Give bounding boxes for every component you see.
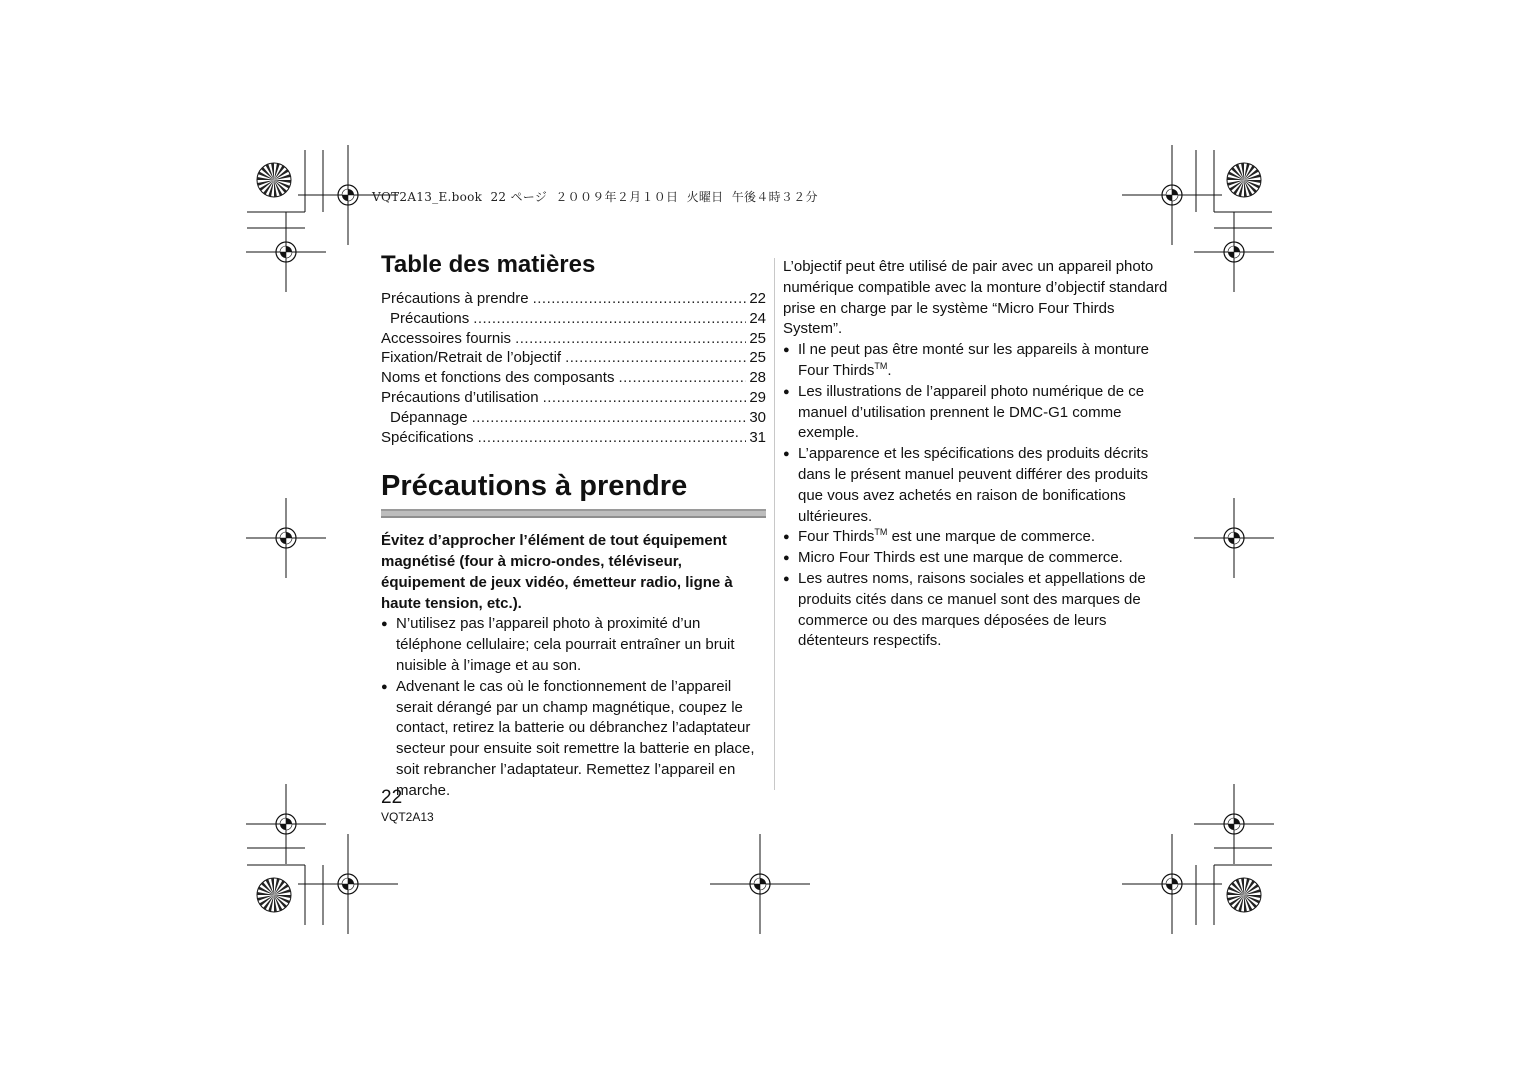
section-bullets (381, 614, 766, 801)
section-title: Précautions à prendre (381, 470, 688, 503)
toc-entry-label: Spécifications (381, 428, 474, 446)
toc-entry-page: 28 (749, 369, 766, 387)
registration-mark-icon (1194, 784, 1274, 864)
page-number: 22 (381, 787, 403, 808)
intro-paragraph: L’objectif peut être utilisé de pair avec un appareil photo numérique compatible avec la monture d’objectif standard prise en charge par le système “Micro Four Thirds System”. (783, 258, 1168, 338)
registration-mark-icon (246, 784, 326, 864)
toc-list (381, 289, 766, 447)
toc-entry-page: 22 (749, 290, 766, 307)
star-target-icon (257, 878, 291, 912)
toc-leader-dots (618, 368, 746, 388)
toc-entry (381, 289, 766, 309)
registration-mark-icon (298, 834, 398, 934)
toc-entry-label: Précautions (390, 309, 470, 327)
right-bullets (783, 340, 1168, 652)
list-item: ● Advenant le cas où le fonctionnement de l’appareil serait dérangé par un champ magnétique, coupez le contact, retirez la batterie ou débranchez l’adaptateur secteur pour ensuite soit remettre la batterie en place, soit rebrancher l’adaptateur. Remettez l’appareil en marche. (381, 677, 766, 802)
toc-entry (381, 329, 766, 349)
left-column (381, 250, 766, 802)
list-item-text: Four Thirds (798, 528, 875, 546)
toc-entry-page: 25 (749, 349, 766, 367)
toc-leader-dots (533, 289, 747, 309)
toc-leader-dots (473, 309, 746, 329)
toc-leader-dots (565, 348, 746, 368)
toc-entry-page: 31 (749, 428, 766, 446)
list-item (783, 527, 1168, 548)
toc-leader-dots (472, 408, 747, 428)
right-column (783, 257, 1168, 652)
toc-entry (381, 309, 766, 329)
toc-title: Table des matières (381, 251, 596, 278)
section-lead: Évitez d’approcher l’élément de tout équipement magnétisé (four à micro-ondes, téléviseur, équipement de jeux vidéo, émetteur radio, ligne à haute tension, etc.). (381, 532, 733, 613)
toc-leader-dots (478, 428, 747, 448)
registration-mark-icon (1194, 498, 1274, 578)
toc-entry-label: Dépannage (390, 408, 468, 426)
toc-entry-label: Précautions à prendre (381, 290, 529, 307)
registration-mark-icon (710, 834, 810, 934)
print-header: VQT2A13_E.book 22 ページ ２００９年２月１０日 火曜日 午後４時３２分 (372, 190, 818, 204)
list-item: ● Les illustrations de l’appareil photo numérique de ce manuel d’utilisation prennent le DMC-G1 comme exemple. (783, 382, 1168, 444)
toc-entry-label: Fixation/Retrait de l’objectif (381, 349, 562, 367)
document-id: VQT2A13 (381, 810, 434, 824)
registration-mark-icon (1122, 145, 1222, 245)
list-item: ● Micro Four Thirds est une marque de commerce. (783, 548, 1168, 569)
trademark-symbol: TM (874, 527, 888, 538)
title-rule (381, 509, 766, 518)
toc-entry (381, 348, 766, 368)
star-target-icon (1227, 878, 1261, 912)
list-item: ● L’apparence et les spécifications des produits décrits dans le présent manuel peuvent différer des produits que vous avez achetés en raison de bonifications ultérieures. (783, 444, 1168, 527)
toc-entry-label: Accessoires fournis (381, 329, 512, 347)
list-item (783, 340, 1168, 382)
toc-entry (381, 368, 766, 388)
toc-entry-page: 25 (749, 329, 766, 347)
list-item: ● Les autres noms, raisons sociales et appellations de produits cités dans ce manuel sont des marques de commerce ou des marques déposées de leurs détenteurs respectifs. (783, 569, 1168, 652)
column-divider (774, 258, 775, 790)
toc-leader-dots (515, 329, 746, 349)
toc-entry (381, 388, 766, 408)
registration-mark-icon (246, 212, 326, 292)
toc-entry-page: 24 (749, 309, 766, 327)
toc-entry-page: 29 (749, 388, 766, 406)
star-target-icon (257, 163, 291, 197)
registration-mark-icon (1122, 834, 1222, 934)
list-item-text: Il ne peut pas être monté sur les appareils à monture Four Thirds (798, 341, 1150, 379)
trademark-symbol: TM (874, 360, 888, 371)
toc-entry (381, 428, 766, 448)
toc-entry (381, 408, 766, 428)
list-item: ● N’utilisez pas l’appareil photo à proximité d’un téléphone cellulaire; cela pourrait entraîner un bruit nuisible à l’image et au son. (381, 614, 766, 676)
toc-leader-dots (543, 388, 747, 408)
list-item-end: est une marque de commerce. (887, 528, 1096, 546)
list-item-end: . (887, 361, 892, 379)
star-target-icon (1227, 163, 1261, 197)
toc-entry-label: Noms et fonctions des composants (381, 369, 615, 387)
registration-mark-icon (246, 498, 326, 578)
toc-entry-page: 30 (749, 408, 766, 426)
registration-mark-icon (1194, 212, 1274, 292)
toc-entry-label: Précautions d’utilisation (381, 388, 539, 406)
